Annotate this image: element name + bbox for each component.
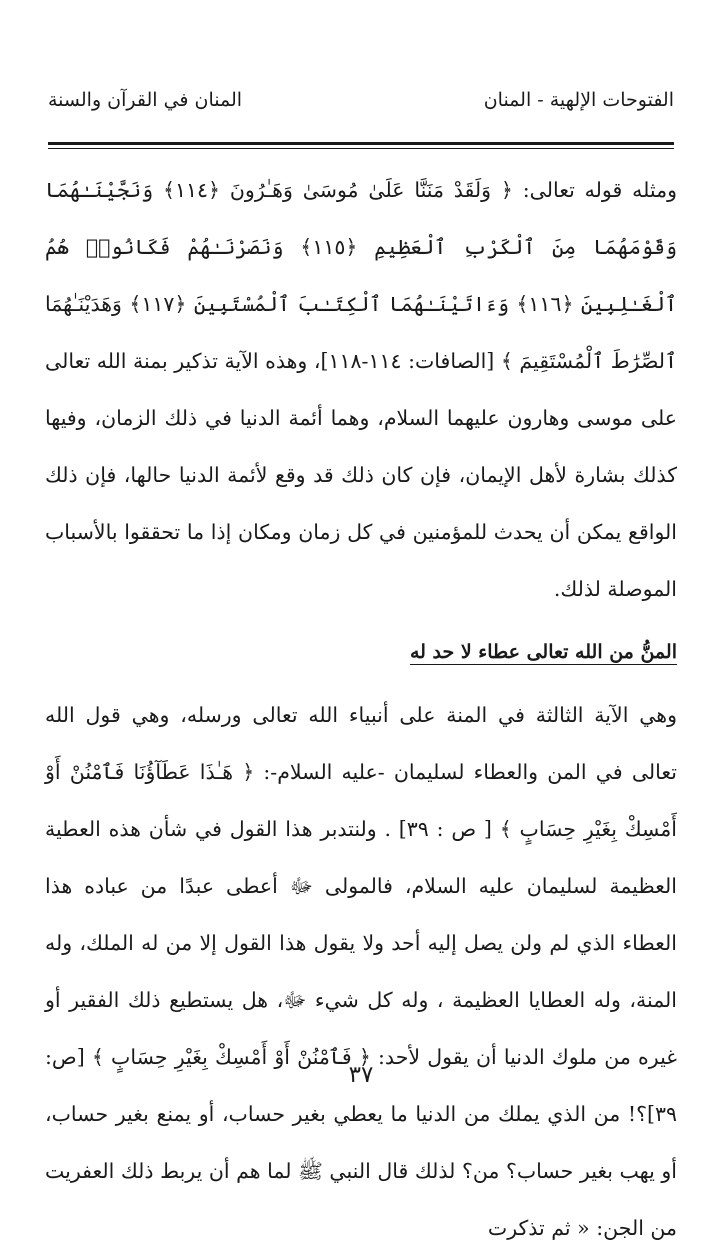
section-heading: المنُّ من الله تعالى عطاء لا حد له: [409, 641, 677, 663]
running-head-chapter-title: المنان في القرآن والسنة: [48, 89, 243, 111]
paragraph-sulayman: وهي الآية الثالثة في المنة على أنبياء الله تعالى ورسله، وهي قول الله تعالى في المن والعطاء لسليمان -عليه السلام-: ﴿ هَـٰذَا عَطَآؤُنَا فَٱمْنُنْ أَوْ أَمْسِكْ بِغَيْرِ حِسَابٍ ﴾ [ ص : ٣٩] . ولنتدبر هذا القول في شأن هذه العطية العظيمة لسليمان عليه السلام، فالمولى ﷻ أعطى عبدًا من عباده هذا العطاء الذي لم ولن يصل إليه أحد ولا يقول هذا القول إلا من له الملك، وله المنة، وله العطايا العظيمة ، وله كل شيء ﷻ، هل يستطيع ذلك الفقير أو غيره من ملوك الدنيا أن يقول لأحد: ﴿ فَٱمْنُنْ أَوْ أَمْسِكْ بِغَيْرِ حِسَابٍ ﴾ [ص: ٣٩]؟! من الذي يملك من الدنيا ما يعطي بغير حساب، أو يمنع بغير حساب، أو يهب بغير حساب؟ من؟ لذلك قال النبي ﷺ لما هم أن يربط ذلك العفريت من الجن: « ثم تذكرت: [45, 703, 677, 1240]
body-text: [45, 162, 677, 1257]
header-rule-thick: [48, 142, 674, 145]
running-head: [48, 86, 674, 118]
running-head-book-title: الفتوحات الإلهية - المنان: [483, 89, 674, 111]
paragraph-musa-harun: ومثله قوله تعالى: ﴿ وَلَقَدْ مَنَنَّا عَلَىٰ مُوسَىٰ وَهَـٰرُونَ ﴿١١٤﴾ وَنَجَّيْنَـٰهُمَا وَقَوْمَهُمَا مِنَ ٱلْكَرْبِ ٱلْعَظِيمِ ﴿١١٥﴾ وَنَصَرْنَـٰهُمْ فَكَانُوا۟ هُمُ ٱلْغَـٰلِبِينَ ﴿١١٦﴾ وَءَاتَيْنَـٰهُمَا ٱلْكِتَـٰبَ ٱلْمُسْتَبِينَ ﴿١١٧﴾ وَهَدَيْنَـٰهُمَا ٱلصِّرَٰطَ ٱلْمُسْتَقِيمَ ﴾ [الصافات: ١١٤-١١٨]، وهذه الآية تذكير بمنة الله تعالى على موسى وهارون عليهما السلام، وهما أئمة الدنيا في ذلك الزمان، وفيها كذلك بشارة لأهل الإيمان، فإن كان ذلك قد وقع لأئمة الدنيا حالها، فإن ذلك الواقع يمكن أن يحدث للمؤمنين في كل زمان ومكان إذا ما تحققوا بالأسباب الموصلة لذلك.: [45, 178, 678, 601]
header-rule-thin: [48, 148, 674, 149]
section-heading-line: [45, 624, 677, 681]
page-number: ٣٧: [348, 1062, 374, 1088]
